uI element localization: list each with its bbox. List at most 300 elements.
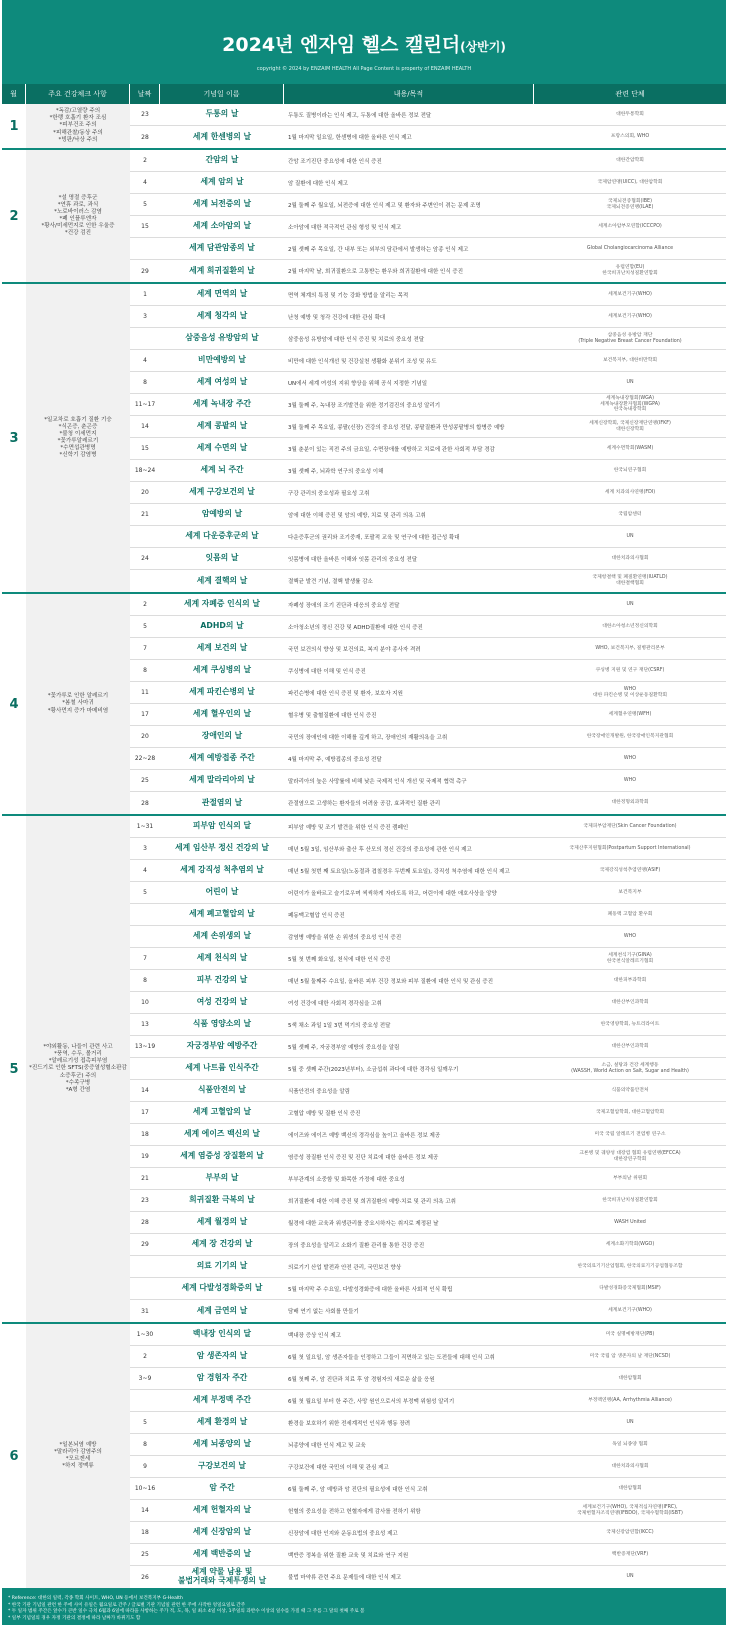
event-description: 4월 마지막 주, 예방접종의 중요성 전달 xyxy=(288,756,382,763)
event-organization: 대한암협회 xyxy=(618,1485,642,1491)
event-organization: 대한산부인과학회 xyxy=(611,1043,649,1049)
event-date: 19 xyxy=(141,1153,149,1160)
event-description: 쿠싱병에 대한 이해 및 인식 증진 xyxy=(288,668,366,675)
event-date xyxy=(130,1278,160,1299)
event-organization: 부부의날 위원회 xyxy=(613,1175,647,1181)
event-description: 6월 둘째 주, 암 예방과 암 진단의 필요성에 대한 인식 고취 xyxy=(288,1486,428,1493)
event-organization: Global Cholangiocarcinoma Alliance xyxy=(586,245,674,251)
table-row xyxy=(130,570,726,592)
event-date: 14 xyxy=(141,423,149,430)
event-description: 3월 춘분이 있는 직전 주의 금요일, 수면장애를 예방하고 치료에 관한 사회적 부담 경감 xyxy=(288,446,495,453)
event-description: 3월 둘째 주, 녹내장 조기발견을 위한 정기검진의 중요성 알리기 xyxy=(288,402,441,409)
event-description: 비만에 대한 인식개선 및 건강실천 생활화 분위기 조성 및 유도 xyxy=(288,358,437,365)
event-description: 관절염으로 고생하는 환자들의 어려움 공감, 효과적인 질환 관리 xyxy=(288,801,441,807)
event-name: 세계 뇌전증의 날 xyxy=(192,199,252,209)
event-organization: 세계 치과의사연맹(FDI) xyxy=(604,489,656,495)
event-date: 14 xyxy=(141,1087,149,1094)
event-date: 3~9 xyxy=(138,1375,152,1382)
calendar-table xyxy=(2,104,726,1590)
table-row xyxy=(130,1544,726,1566)
event-description: 2월 둘째 주 월요일, 뇌전증에 대한 인식 제고 및 환자와 주변인이 겪는 문제 조명 xyxy=(288,202,481,209)
event-organization: 세계소화기학회(WGO) xyxy=(605,1241,655,1247)
event-organization: WHO xyxy=(623,777,637,783)
table-row xyxy=(130,306,726,328)
event-date xyxy=(130,926,160,947)
event-description: 자폐성 장애의 조기 진단과 대응의 중요성 전달 xyxy=(288,602,400,609)
event-name: 세계 폐고혈압의 날 xyxy=(189,909,255,919)
event-description: 매년 5월 첫번 째 토요일(노동절과 겹칠경우 두번째 토요일), 강직성 척추염에 대한 인식 제고 xyxy=(288,868,510,875)
event-name: 세계 환경의 날 xyxy=(196,1417,248,1427)
event-date xyxy=(130,904,160,925)
table-row xyxy=(130,682,726,704)
table-row xyxy=(130,594,726,616)
event-date: 11 xyxy=(141,689,149,696)
event-organization: WHO xyxy=(623,755,637,761)
event-date: 15 xyxy=(141,445,149,452)
event-description: 2월 셋째 주 목요일, 간 내부 또는 외부의 담관에서 발생하는 암종 인식 제고 xyxy=(288,246,469,253)
event-description: 고혈압 예방 및 질환 인식 증진 xyxy=(288,1110,361,1117)
page-header xyxy=(2,0,726,84)
event-organization: 대한간암학회 xyxy=(616,157,644,163)
event-date: 13 xyxy=(141,1021,149,1028)
event-description: 삼중음성 유방암에 대한 인식 증진 및 치료의 중요성 전달 xyxy=(288,336,425,343)
event-name: 세계 월경의 날 xyxy=(196,1217,248,1227)
event-organization: 프랑스의회, WHO xyxy=(610,134,650,139)
table-row xyxy=(130,482,726,504)
event-name: 세계 임산부 정신 건강의 날 xyxy=(175,843,269,853)
month-number: 3 xyxy=(9,430,19,446)
table-row xyxy=(130,1566,726,1588)
event-organization: 보건복지부, 대한비만학회 xyxy=(602,357,658,363)
event-rows xyxy=(130,150,726,282)
event-date: 11~17 xyxy=(134,401,156,408)
event-organization: 한국뇌연구협회 xyxy=(613,467,647,473)
event-date: 1~31 xyxy=(136,823,154,830)
event-date: 3 xyxy=(143,845,147,852)
footer-line: * Reference: 대한의 일력, 각종 학회 사이트, WHO, UN 등에서 보건복지부 G-Health xyxy=(8,1596,183,1601)
event-name: 세계 백반증의 날 xyxy=(192,1549,252,1559)
col-date: 날짜 xyxy=(130,84,160,104)
event-name: 피부암 인식의 달 xyxy=(192,821,252,831)
event-organization: 한국장애인개발원, 한국장애인복지관협회 xyxy=(586,733,674,739)
table-row xyxy=(130,616,726,638)
event-name: 세계 여성의 날 xyxy=(196,377,248,387)
month-section xyxy=(2,1324,726,1590)
health-check-list: *독감/고열량 주의 *한랭 호흡기 환자 조심 *피부건조 주의 *피해관찰/동상 주의 *빙판/낙상 주의 xyxy=(26,104,130,148)
month-number: 2 xyxy=(9,208,19,224)
table-row xyxy=(130,1212,726,1234)
event-name: 세계 부정맥 주간 xyxy=(192,1395,252,1405)
event-organization: 대한소아청소년정신의학회 xyxy=(602,623,658,629)
event-name: 암 생존자의 날 xyxy=(196,1351,248,1361)
event-name: 두통의 날 xyxy=(205,109,239,119)
event-organization: 보건복지부 xyxy=(618,889,642,895)
event-description: 국민의 장애인에 대한 이해를 깊게 하고, 장애인의 재활의욕을 고취 xyxy=(288,734,448,741)
event-date: 20 xyxy=(141,733,149,740)
table-row xyxy=(130,882,726,904)
event-description: 5월 셋째 주, 자궁경부암 예방의 중요성을 알림 xyxy=(288,1044,400,1051)
event-name: 세계 강직성 척추염의 날 xyxy=(180,865,264,875)
event-date: 8 xyxy=(143,667,147,674)
month-number: 6 xyxy=(9,1448,19,1464)
table-row xyxy=(130,194,726,216)
table-row xyxy=(130,126,726,148)
event-name: 세계 암의 날 xyxy=(200,177,244,187)
table-row xyxy=(130,1190,726,1212)
event-description: 환경을 보호하기 위한 전세계적인 인식과 행동 장려 xyxy=(288,1420,411,1427)
event-organization: UN xyxy=(626,1419,634,1425)
event-description: 불법 마약류 관련 주요 문제들에 대한 인식 제고 xyxy=(288,1575,402,1581)
event-description: 뇌종양에 대한 인식 제고 및 교육 xyxy=(288,1442,366,1449)
health-check-list: *설 명절 증후군 *연휴 과로, 과식 *노로바이러스 감염 *폐 인플루엔자 *황사/미세먼지로 인한 우울증 *건강 검진 xyxy=(26,150,130,282)
event-organization: 유럽연합(EU) 한국희귀난치성질환연합회 xyxy=(602,265,658,276)
event-organization: 국제강직성척추염연맹(ASIF) xyxy=(599,867,661,873)
table-row xyxy=(130,1102,726,1124)
event-name: 간암의 날 xyxy=(205,155,239,165)
event-rows xyxy=(130,284,726,592)
event-date: 8 xyxy=(143,379,147,386)
event-name: 세계 녹내장 주간 xyxy=(192,399,252,409)
event-organization: 세계보건기구(WHO) xyxy=(608,313,652,319)
event-rows xyxy=(130,594,726,814)
event-description: 폐동맥고혈압 인식 증진 xyxy=(288,912,345,919)
event-organization: UN xyxy=(626,1574,634,1579)
page-title xyxy=(2,30,726,57)
table-row xyxy=(130,1124,726,1146)
table-row xyxy=(130,438,726,460)
event-description: 1월 마지막 일요일, 한센병에 대한 올바른 인식 제고 xyxy=(288,135,412,141)
table-row xyxy=(130,838,726,860)
event-date: 25 xyxy=(141,777,149,784)
event-name: 세계 다발성경화증의 날 xyxy=(181,1283,263,1293)
event-organization: 대한두통학회 xyxy=(616,111,644,117)
month-number: 4 xyxy=(9,696,19,712)
event-description: 소아청소년의 정신 건강 및 ADHD질환에 대한 인식 증진 xyxy=(288,624,423,631)
table-row xyxy=(130,460,726,482)
event-organization: 국제뇌전증협회(IBE) 국제뇌전증연맹(ILAE) xyxy=(606,198,654,210)
event-date: 3 xyxy=(143,313,147,320)
event-date: 20 xyxy=(141,489,149,496)
table-row xyxy=(130,1146,726,1168)
table-row xyxy=(130,172,726,194)
event-rows xyxy=(130,1324,726,1588)
event-name: 세계 구강보건의 날 xyxy=(189,487,255,497)
table-header xyxy=(2,84,726,104)
title-text: 2024년 엔자임 헬스 캘린더 xyxy=(222,34,461,56)
table-row xyxy=(130,394,726,416)
table-row xyxy=(130,1500,726,1522)
event-description: 구강 관리의 중요성과 필요성 고취 xyxy=(288,490,370,497)
event-name: 세계 담관암종의 날 xyxy=(189,243,255,253)
event-description: 파킨슨병에 대한 인식 증진 및 환자, 보호자 지원 xyxy=(288,690,403,697)
col-name: 기념일 이름 xyxy=(160,84,284,104)
event-name: 암 주간 xyxy=(209,1483,235,1493)
event-description: 난청 예방 및 청각 건강에 대한 관심 확대 xyxy=(288,314,386,321)
event-name: 세계 희귀질환의 날 xyxy=(189,265,255,275)
table-row xyxy=(130,548,726,570)
event-date: 4 xyxy=(143,357,147,364)
table-row xyxy=(130,350,726,372)
event-name: 세계 말라리아의 날 xyxy=(189,775,255,785)
table-row xyxy=(130,792,726,814)
event-description: 면역 체계의 특징 및 기능 강화 방법을 알리는 목적 xyxy=(288,292,409,299)
table-row xyxy=(130,970,726,992)
col-desc: 내용/목적 xyxy=(284,84,534,104)
event-organization: WHO, 보건복지부, 질병관리본부 xyxy=(595,645,665,651)
event-description: 신장암에 대한 인지와 운동요법의 중요성 제고 xyxy=(288,1530,398,1537)
event-description: 식품안전의 중요성을 알림 xyxy=(288,1088,350,1095)
event-date xyxy=(130,238,160,259)
event-description: 어린이가 올바르고 슬기로우며 씩씩하게 자라도록 하고, 어린이에 대한 애호사상을 앙양 xyxy=(288,890,497,897)
table-row xyxy=(130,526,726,548)
event-description: 3월 둘째 주 목요일, 콩팥(신장) 건강의 중요성 전달, 콩팥질환과 만성콩팥병의 합병증 예방 xyxy=(288,424,505,431)
col-org: 관련 단체 xyxy=(615,90,645,98)
table-row xyxy=(130,284,726,306)
copyright-text: copyright © 2024 by ENZAIM HEALTH All Page Content is property of ENZAIM HEALTH xyxy=(256,66,472,72)
event-date: 13~19 xyxy=(134,1043,156,1050)
event-organization: 미국 국립 알레르기 전염병 연구소 xyxy=(594,1131,666,1137)
event-name: 백내장 인식의 달 xyxy=(192,1329,252,1339)
event-date xyxy=(130,1256,160,1277)
event-date: 7 xyxy=(143,955,147,962)
event-organization: 대한피부과학회 xyxy=(613,977,647,983)
footer-line: * 한국 기관 기념일 관련 한 주에 사이 유일은 월요일로 간주 / 글로벌 기관 기념일 관련 한 주에 사작한 엉일요일로 간주 xyxy=(8,1602,246,1608)
event-date: 14 xyxy=(141,1507,149,1514)
health-check-list: *야외활동, 나들이 관련 사고 *풍역, 수두, 볼거리 *알레르기성 접촉피부염 *진드기로 인한 SFTS(중증열성혈소판감소증후군) 주의 *수족구병 *A형 간염 xyxy=(26,816,130,1322)
table-row xyxy=(130,860,726,882)
event-name: 세계 금연의 날 xyxy=(196,1305,248,1315)
table-row xyxy=(130,1058,726,1080)
event-organization: WHO xyxy=(623,933,637,939)
event-name: 세계 수면의 날 xyxy=(196,443,248,453)
event-description: 5월 중 셋째 주간(2023년부터), 소금섭취 과다에 대한 경각심 일깨우기 xyxy=(288,1066,459,1073)
event-name: 세계 고혈압의 날 xyxy=(192,1107,252,1117)
event-date: 29 xyxy=(141,1241,149,1248)
event-organization: 국제항결핵 및 폐질환연맹(IUATLD) 대한결핵협회 xyxy=(592,575,668,586)
table-row xyxy=(130,1522,726,1544)
event-organization: UN xyxy=(626,533,634,539)
event-description: 5월 마지막 주 수요일, 다발성경화증에 대한 올바른 사회적 인식 확립 xyxy=(288,1286,453,1293)
event-organization: 국제피부암재단(Skin Cancer Foundation) xyxy=(583,823,677,829)
event-name: 세계 에이즈 백신의 날 xyxy=(184,1129,260,1139)
table-row xyxy=(130,1456,726,1478)
event-name: 비만예방의 날 xyxy=(198,355,246,365)
table-row xyxy=(130,1434,726,1456)
event-name: 세계 쿠싱병의 날 xyxy=(192,665,252,675)
event-name: 세계 한센병의 날 xyxy=(192,131,252,141)
event-name: 피부 건강의 날 xyxy=(196,975,248,985)
event-organization: WASH United xyxy=(614,1219,646,1225)
event-date xyxy=(130,328,160,349)
table-row xyxy=(130,992,726,1014)
table-row xyxy=(130,328,726,350)
event-organization: 국제암연맹(UICC), 대한암학회 xyxy=(597,179,663,185)
event-name: 세계 손위생의 날 xyxy=(192,931,252,941)
event-date: 21 xyxy=(141,511,149,518)
event-organization: 대한치과의사협회 xyxy=(611,1463,649,1469)
event-organization: 미국 국립 암 생존자의 날 재단(NCSD) xyxy=(589,1353,671,1359)
event-rows xyxy=(130,104,726,148)
event-description: 간암 조기진단 중요성에 대한 인식 증진 xyxy=(288,158,382,165)
event-rows xyxy=(130,816,726,1322)
event-description: 암에 대한 이해 증진 및 암의 예방, 치료 및 관리 의욕 고취 xyxy=(288,512,426,519)
month-number: 1 xyxy=(9,118,19,134)
event-date: 1~30 xyxy=(136,1331,154,1338)
event-description: 3월 셋째 주, 뇌과학 연구의 중요성 이해 xyxy=(288,468,384,475)
event-date: 15 xyxy=(141,223,149,230)
event-organization: 세계소아암부모연합(ICCCPO) xyxy=(598,223,662,229)
event-description: 구강보건에 대한 국민의 이해 및 관심 제고 xyxy=(288,1464,389,1471)
event-name: 세계 자폐증 인식의 날 xyxy=(184,599,260,609)
event-name: 식품 영양소의 날 xyxy=(192,1019,252,1029)
event-organization: WHO 대한 파킨슨병 및 이상운동질환학회 xyxy=(592,686,668,698)
event-description: 혈우병 및 출혈질환에 대한 인식 증진 xyxy=(288,712,377,719)
event-date: 31 xyxy=(141,1307,149,1315)
event-organization: 세계수면학회(WASM) xyxy=(606,445,654,451)
event-name: 세계 콩팥의 날 xyxy=(196,421,248,431)
event-name: 구강보건의 날 xyxy=(198,1461,246,1471)
event-description: 염증성 장질환 인식 증진 및 진단 치료에 대한 올바른 정보 제공 xyxy=(288,1154,439,1161)
event-date: 2 xyxy=(143,157,147,164)
event-name: 세계 소아암의 날 xyxy=(192,221,252,231)
event-name: 세계 청각의 날 xyxy=(196,311,248,321)
event-name: 여성 건강의 날 xyxy=(196,997,248,1007)
event-name: ADHD의 날 xyxy=(200,621,244,631)
event-organization: 독일 뇌종양 협회 xyxy=(612,1441,648,1447)
event-name: 세계 천식의 날 xyxy=(196,953,248,963)
event-date: 9 xyxy=(143,1463,147,1470)
event-date: 10 xyxy=(141,999,149,1006)
event-description: 감염병 예방을 위한 손 위생의 중요성 인식 증진 xyxy=(288,934,402,941)
event-description: 5색 채소 과일 1일 3번 먹기의 중요성 전달 xyxy=(288,1022,391,1029)
event-organization: 삼중음성 유방암 재단 (Triple Negative Breast Cancer Foundation) xyxy=(578,332,682,344)
event-description: UN에서 세계 여성의 지위 향상을 위해 공식 지정한 기념일 xyxy=(288,380,428,387)
event-name: 세계 예방접종 주간 xyxy=(189,753,255,763)
event-name: 세계 신장암의 날 xyxy=(192,1527,252,1537)
table-row xyxy=(130,1234,726,1256)
event-description: 암 질환에 대한 인식 제고 xyxy=(288,180,349,187)
month-section xyxy=(2,150,726,284)
event-name: 관절염의 날 xyxy=(201,797,243,807)
event-date: 5 xyxy=(143,1419,147,1426)
event-description: 에이즈와 에이즈 예방 백신의 경각심을 높이고 올바른 정보 제공 xyxy=(288,1132,441,1139)
event-name: 세계 다운증후군의 날 xyxy=(185,531,259,541)
event-description: 잇몸병에 대한 올바른 이해와 잇몸 관리의 중요성 전달 xyxy=(288,556,418,563)
event-organization: 대한치과의사협회 xyxy=(611,555,649,561)
event-organization: 다발성경화증국제협회(MSIF) xyxy=(599,1285,661,1291)
table-row xyxy=(130,1256,726,1278)
health-check-list: *꽃가루로 인한 알레르기 *봄철 사마귀 *황사먼지 증가 마메비염 xyxy=(26,594,130,814)
event-organization: 세계보건기구(WHO) xyxy=(608,1308,652,1313)
event-organization: 세계혈우연맹(WFH) xyxy=(608,711,652,717)
event-name: 식품안전의 날 xyxy=(198,1085,246,1095)
event-name: 삼중음성 유방암의 날 xyxy=(185,333,259,343)
event-date: 28 xyxy=(141,133,149,141)
title-suffix: (상반기) xyxy=(460,40,506,54)
event-organization: 크론병 및 궤양성 대장염 협회 유럽연맹(EFCCA) 대한장연구학회 xyxy=(579,1150,681,1162)
event-name: 희귀질환 극복의 날 xyxy=(189,1195,255,1205)
event-description: 여성 건강에 대한 사회적 경각심을 고취 xyxy=(288,1000,382,1007)
table-row xyxy=(130,904,726,926)
event-organization: 쿠싱병 지원 및 연구 재단(CSRF) xyxy=(595,667,665,673)
table-row xyxy=(130,1300,726,1322)
table-row xyxy=(130,104,726,126)
event-date: 2 xyxy=(143,601,147,608)
table-row xyxy=(130,948,726,970)
event-organization: 한국영양학회, 뉴트리라이트 xyxy=(600,1021,660,1027)
table-row xyxy=(130,1324,726,1346)
event-name: 잇몸의 날 xyxy=(205,553,239,563)
event-name: 세계 장 건강의 날 xyxy=(191,1239,253,1249)
event-description: 두통도 질병이라는 인식 제고, 두통에 대한 올바른 정보 전달 xyxy=(288,112,432,119)
table-row xyxy=(130,416,726,438)
footer-line: * 일부 기념일의 경우 자정 기관의 결정에 따라 날짜가 바뀌기도 함 xyxy=(8,1615,141,1621)
table-row xyxy=(130,726,726,748)
event-description: 피부암 예방 및 조기 발견을 위한 인식 증진 캠페인 xyxy=(288,824,409,831)
page-footer xyxy=(2,1590,726,1625)
event-name: 세계 파킨슨병의 날 xyxy=(189,687,255,697)
month-section xyxy=(2,104,726,150)
table-row xyxy=(130,1036,726,1058)
table-row xyxy=(130,1080,726,1102)
event-name: 세계 결핵의 날 xyxy=(196,575,248,585)
col-month: 월 xyxy=(2,84,26,104)
event-name: 세계 면역의 날 xyxy=(196,289,248,299)
event-date xyxy=(130,570,160,592)
event-description: 소아암에 대한 적극적인 관심 형성 및 인식 제고 xyxy=(288,224,402,231)
event-description: 월경에 대한 교육과 위생관리를 중요시하자는 취지로 제정된 날 xyxy=(288,1220,439,1227)
event-date: 23 xyxy=(141,111,149,118)
table-row xyxy=(130,704,726,726)
event-date: 4 xyxy=(143,867,147,874)
event-name: 세계 헌혈자의 날 xyxy=(192,1505,252,1515)
event-name: 세계 뇌 주간 xyxy=(200,465,244,475)
table-row xyxy=(130,504,726,526)
table-row xyxy=(130,1346,726,1368)
event-description: 5월 첫 번째 화요일, 천식에 대한 인식 증진 xyxy=(288,956,391,963)
event-organization: 세계천식기구(GINA) 한국천식알레르기협회 xyxy=(606,952,654,964)
event-description: 2월 마지막 날, 희귀질환으로 고통받는 환우와 희귀질환에 대한 인식 증진 xyxy=(288,269,464,275)
event-date: 10~16 xyxy=(134,1485,156,1492)
event-organization: 세계녹내장협회(WGA) 세계녹내장환자협회(WGPA) 한국녹내장학회 xyxy=(600,395,660,413)
table-row xyxy=(130,926,726,948)
event-organization: 폐동맥 고혈압 환우회 xyxy=(607,911,653,917)
event-name: 어린이 날 xyxy=(205,887,239,897)
event-date: 5 xyxy=(143,623,147,630)
col-check: 주요 건강체크 사항 xyxy=(26,84,130,104)
event-organization: 국립암센터 xyxy=(618,511,642,517)
table-row xyxy=(130,260,726,282)
event-date: 26 xyxy=(141,1573,149,1581)
table-row xyxy=(130,1168,726,1190)
table-row xyxy=(130,216,726,238)
event-date: 28 xyxy=(141,1219,149,1226)
event-description: 희귀질환에 대한 이해 증진 및 희귀질환의 예방·치료 및 관리 의욕 고취 xyxy=(288,1198,456,1205)
footer-line: * 두 일자 범위 주간은 앞수가 큰반 일수 극치 6월과 6일에 따라을 사항하는 주가 적, 도, 목, 일 최소 4일 이상, 1주일의 과반수 이상의 일수를 가질 때 그 주를 그 달의 첫째 주로 봄 xyxy=(8,1609,365,1615)
event-name: 부부의 날 xyxy=(205,1173,239,1183)
event-date: 28 xyxy=(141,799,149,807)
table-row xyxy=(130,748,726,770)
event-name: 암예방의 날 xyxy=(201,509,243,519)
event-name: 암 경험자 주간 xyxy=(196,1373,248,1383)
event-organization: UN xyxy=(626,601,634,607)
event-date: 29 xyxy=(141,267,149,275)
event-organization: 대한암협회 xyxy=(618,1375,642,1381)
event-description: 6월 첫 월요일 부터 한 주간, 사망 원인으로서의 부정맥 위험성 알리기 xyxy=(288,1398,455,1405)
event-organization: 세계보건기구(WHO), 국제적십자연맹(IFRC), 국제헌혈자조직연맹(IFBDO), 국제수혈학회(ISBT) xyxy=(577,1504,683,1516)
event-description: 매년 5월 둘째주 수요일, 올바른 피부 건강 정보와 피부 질환에 대한 인식 및 관심 증진 xyxy=(288,978,494,985)
table-row xyxy=(130,1014,726,1036)
